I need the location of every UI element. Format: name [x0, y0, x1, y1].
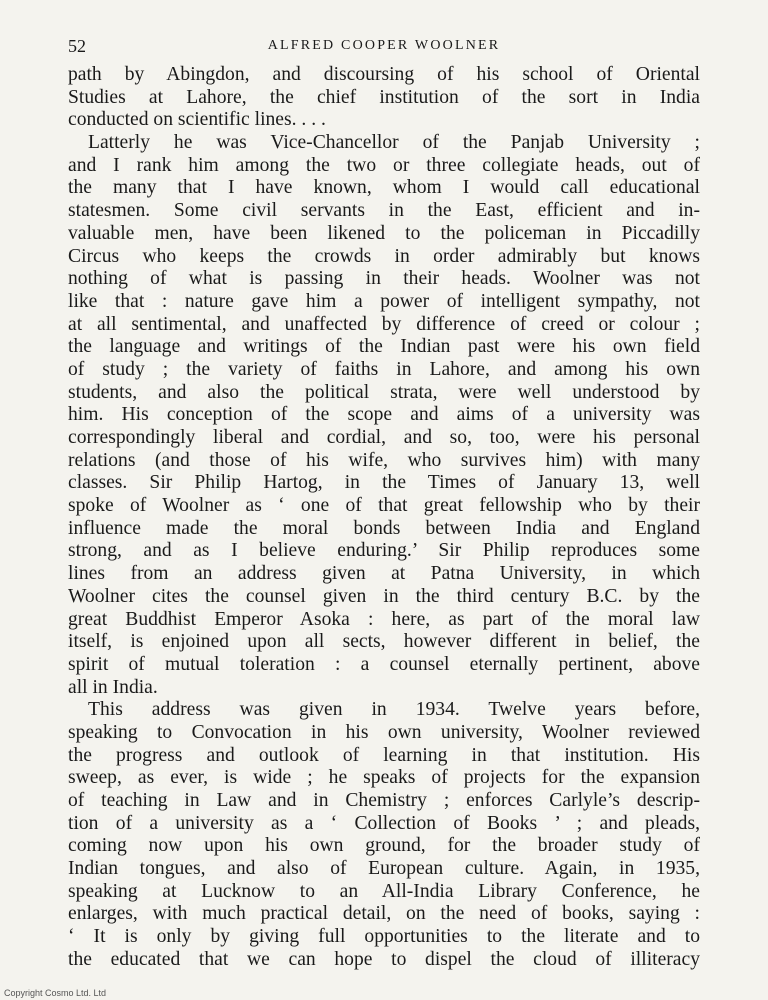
text-line: speaking to Convocation in his own university, Woolner reviewed: [68, 721, 700, 743]
text-line: ‘ It is only by giving full opportunities to the literate and to: [68, 926, 700, 948]
text-line: itself, is enjoined upon all sects, however different in belief, the: [68, 631, 700, 653]
text-line: This address was given in 1934. Twelve years before,: [88, 699, 700, 721]
book-page: [68, 36, 700, 972]
text-line: spirit of mutual toleration : a counsel eternally pertinent, above: [68, 653, 700, 675]
text-line: influence made the moral bonds between India and England: [68, 517, 700, 539]
text-line: enlarges, with much practical detail, on the need of books, saying :: [68, 903, 700, 925]
text-line: lines from an address given at Patna University, in which: [68, 563, 700, 585]
text-line: him. His conception of the scope and aims of a university was: [68, 404, 700, 426]
text-line: of teaching in Law and in Chemistry ; enforces Carlyle’s descrip-: [68, 790, 700, 811]
text-line: like that : nature gave him a power of intelligent sympathy, not: [68, 290, 700, 312]
running-head: ALFRED COOPER WOOLNER: [267, 38, 501, 53]
copyright-notice: Copyright Cosmo Ltd. Ltd: [4, 988, 107, 998]
text-line: spoke of Woolner as ‘ one of that great fellowship who by their: [68, 495, 700, 517]
text-line: Woolner cites the counsel given in the third century B.C. by the: [68, 585, 700, 607]
text-line: all in India.: [68, 676, 158, 698]
text-line: valuable men, have been likened to the policeman in Piccadilly: [68, 222, 700, 244]
text-line: tion of a university as a ‘ Collection of Books ’ ; and pleads,: [68, 812, 700, 834]
text-line: correspondingly liberal and cordial, and so, too, were his personal: [68, 427, 700, 448]
text-line: Circus who keeps the crowds in order admirably but knows: [68, 245, 700, 267]
text-line: coming now upon his own ground, for the broader study of: [68, 835, 700, 857]
text-line: Latterly he was Vice-Chancellor of the Panjab University ;: [88, 132, 700, 154]
text-line: classes. Sir Philip Hartog, in the Times of January 13, well: [68, 472, 700, 494]
text-line: great Buddhist Emperor Asoka : here, as part of the moral law: [68, 608, 700, 630]
text-line: statesmen. Some civil servants in the East, efficient and in-: [68, 200, 700, 222]
text-line: sweep, as ever, is wide ; he speaks of projects for the expansion: [68, 767, 700, 789]
text-line: Indian tongues, and also of European culture. Again, in 1935,: [68, 858, 700, 880]
text-line: the progress and outlook of learning in that institution. His: [68, 744, 700, 766]
page-number: 52: [68, 36, 86, 56]
text-line: conducted on scientific lines. . . .: [68, 109, 326, 131]
text-line: and I rank him among the two or three collegiate heads, out of: [68, 154, 700, 176]
text-line: the many that I have known, whom I would call educational: [68, 177, 700, 199]
body-text: [68, 64, 700, 972]
text-line: strong, and as I believe enduring.’ Sir Philip reproduces some: [68, 540, 700, 562]
text-line: path by Abingdon, and discoursing of his school of Oriental: [68, 64, 700, 85]
text-line: Studies at Lahore, the chief institution of the sort in India: [68, 86, 700, 108]
text-line: at all sentimental, and unaffected by difference of creed or colour ;: [68, 313, 700, 335]
text-line: nothing of what is passing in their heads. Woolner was not: [68, 268, 700, 290]
text-line: the language and writings of the Indian past were his own field: [68, 336, 700, 358]
text-line: speaking at Lucknow to an All-India Library Conference, he: [68, 880, 700, 902]
page-header: [68, 36, 700, 60]
text-line: relations (and those of his wife, who survives him) with many: [68, 449, 700, 471]
text-line: students, and also the political strata, were well understood by: [68, 381, 700, 403]
text-line: of study ; the variety of faiths in Lahore, and among his own: [68, 358, 700, 380]
text-line: the educated that we can hope to dispel the cloud of illiteracy: [68, 948, 700, 970]
